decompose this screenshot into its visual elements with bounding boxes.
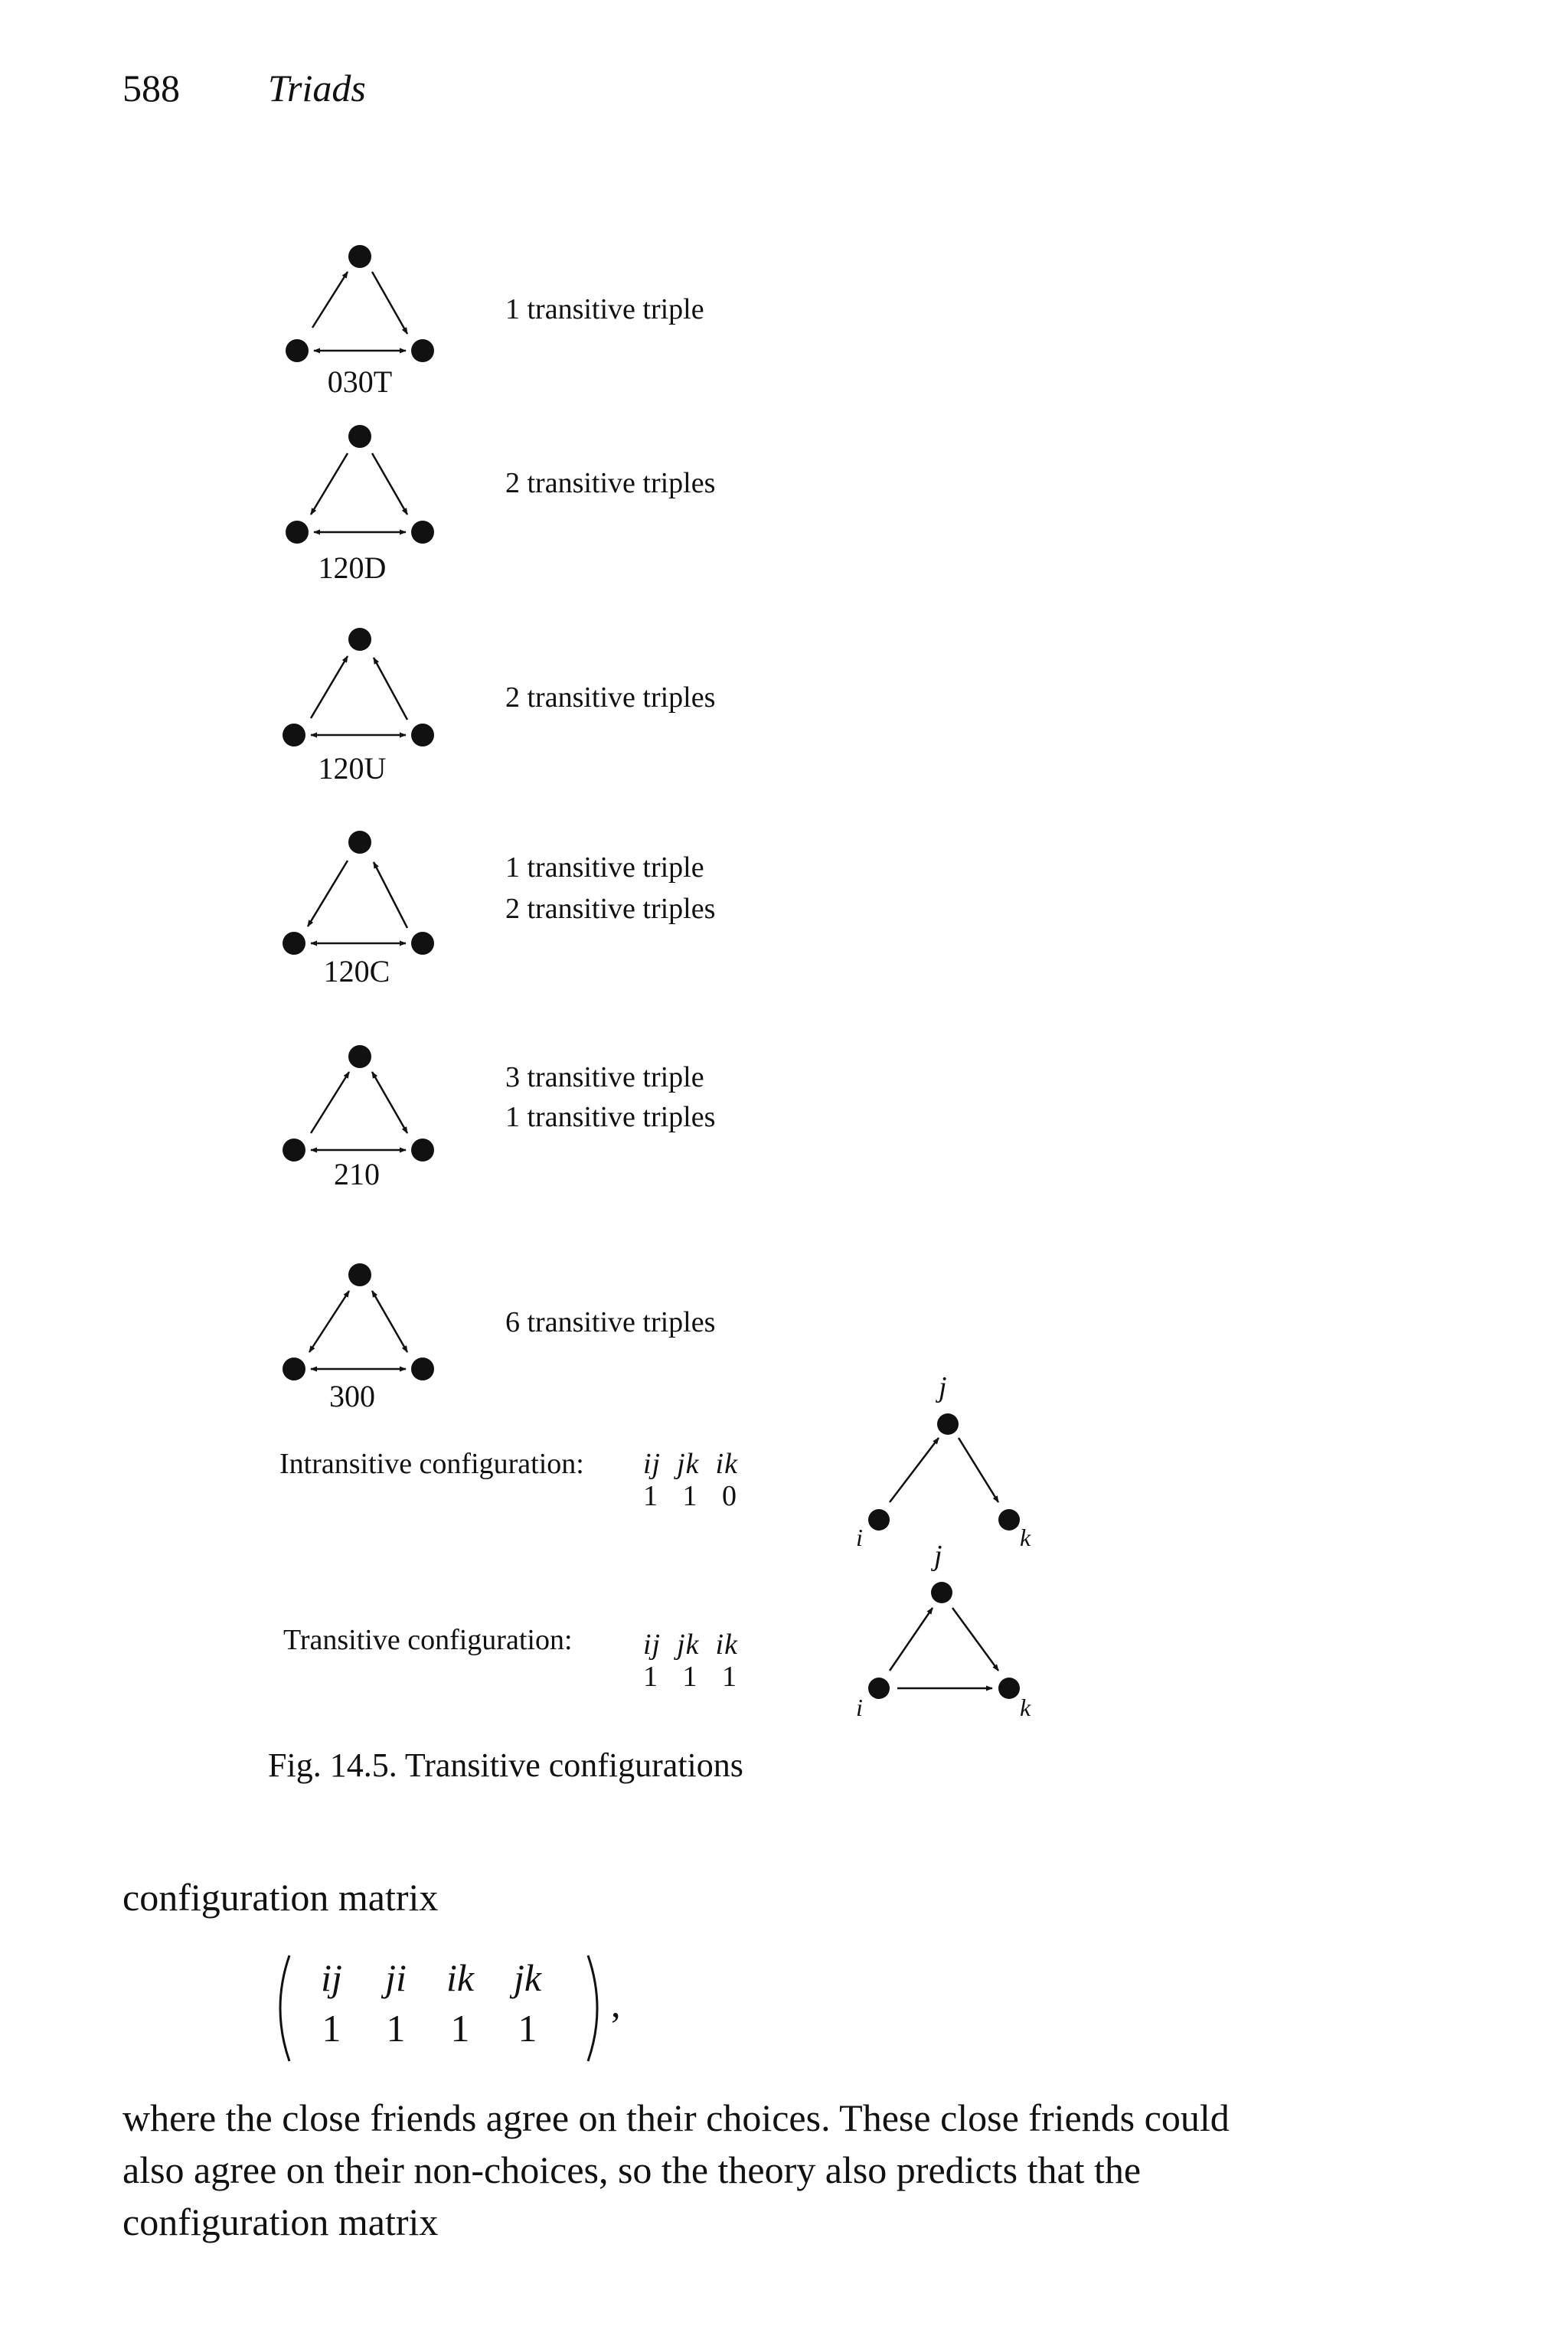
triad-label: 120U	[318, 751, 387, 786]
triad-300-diagram	[309, 1291, 407, 1369]
figure-caption: Fig. 14.5. Transitive configurations	[268, 1746, 743, 1784]
node-label-j: j	[934, 1540, 943, 1572]
matrix-value: 1	[386, 2007, 406, 2050]
running-title: Triads	[268, 67, 366, 109]
triad-120D-diagram	[311, 453, 407, 532]
triad-030T-diagram	[312, 272, 407, 351]
triad-description: 3 transitive triple	[505, 1061, 704, 1093]
matrix-header: jk	[513, 1956, 542, 1999]
intransitive-config-header: ij jk ik	[643, 1448, 738, 1480]
intransitive-config-values: 1 1 0	[643, 1480, 737, 1512]
triad-label: 030T	[327, 364, 393, 399]
node-label-k: k	[1020, 1694, 1032, 1721]
body-paragraph: configuration matrix	[122, 1876, 439, 1919]
triad-120C-diagram	[308, 861, 407, 943]
page-number: 588	[122, 67, 180, 109]
matrix-trailing-comma: ,	[611, 1982, 621, 2025]
intransitive-config-diagram	[890, 1438, 998, 1502]
transitive-config-header: ij jk ik	[643, 1629, 738, 1661]
triad-210-diagram	[311, 1072, 407, 1150]
body-paragraph-line: configuration matrix	[122, 2200, 439, 2243]
matrix-header: ik	[446, 1956, 475, 1999]
body-paragraph-line: also agree on their non-choices, so the theory also predicts that the	[122, 2148, 1142, 2191]
triad-description: 2 transitive triples	[505, 893, 716, 925]
transitive-config-diagram	[890, 1608, 998, 1688]
triad-label: 300	[329, 1379, 375, 1413]
triad-120U-diagram	[311, 656, 407, 735]
triad-label: 120C	[323, 954, 390, 988]
intransitive-config-label: Intransitive configuration:	[279, 1448, 584, 1480]
triad-description: 1 transitive triples	[505, 1101, 716, 1133]
matrix-header: ij	[321, 1956, 342, 1999]
node-label-i: i	[856, 1694, 864, 1721]
configuration-matrix	[268, 1951, 666, 2066]
matrix-value: 1	[518, 2007, 537, 2050]
triad-description: 6 transitive triples	[505, 1306, 716, 1338]
matrix-value: 1	[322, 2007, 341, 2050]
triad-description: 1 transitive triple	[505, 851, 704, 884]
transitive-config-label: Transitive configuration:	[283, 1624, 573, 1656]
body-paragraph-line: where the close friends agree on their choices. These close friends could	[122, 2096, 1230, 2139]
node-label-j: j	[939, 1371, 948, 1403]
triad-label: 120D	[318, 551, 387, 585]
triad-label: 210	[334, 1157, 380, 1191]
triad-description: 2 transitive triples	[505, 681, 716, 714]
matrix-header: ji	[385, 1956, 407, 1999]
node-label-k: k	[1020, 1524, 1032, 1551]
node-label-i: i	[856, 1524, 864, 1551]
triad-description: 1 transitive triple	[505, 293, 704, 325]
triad-description: 2 transitive triples	[505, 467, 716, 499]
matrix-value: 1	[450, 2007, 470, 2050]
transitive-config-values: 1 1 1	[643, 1661, 737, 1693]
